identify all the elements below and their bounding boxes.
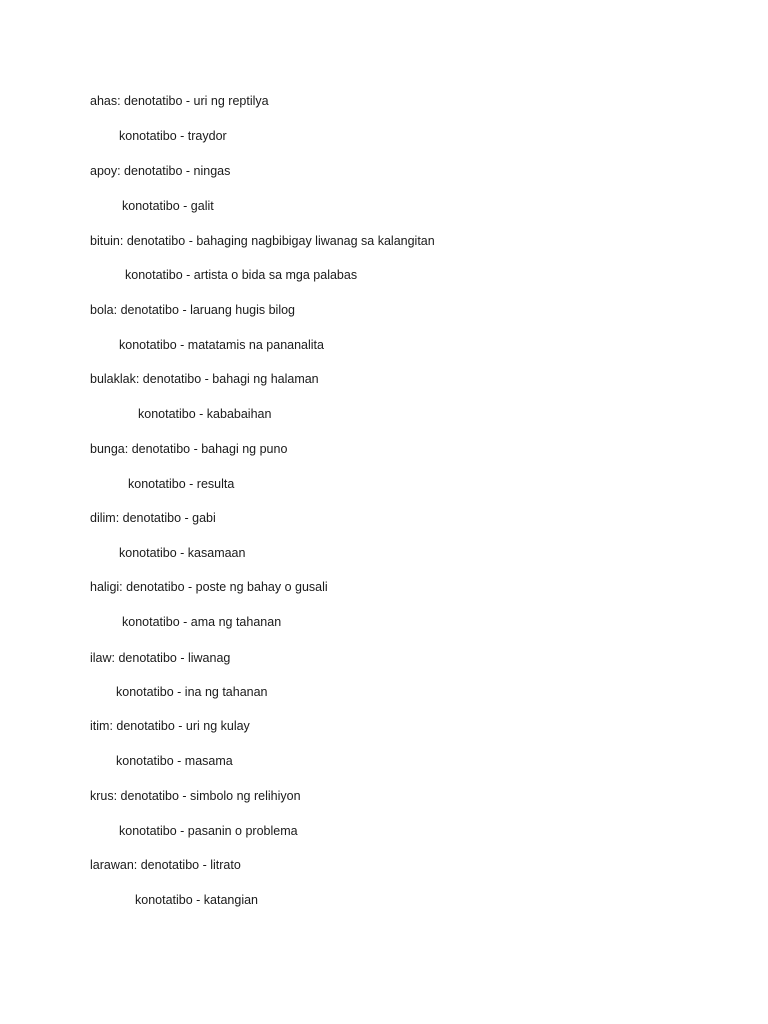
entry-ilaw-konotatibo: konotatibo - ina ng tahanan [116, 685, 268, 699]
entry-bituin-denotatibo: bituin: denotatibo - bahaging nagbibigay liwanag sa kalangitan [90, 234, 435, 248]
entry-bulaklak-konotatibo: konotatibo - kababaihan [138, 407, 272, 421]
entry-bulaklak-denotatibo: bulaklak: denotatibo - bahagi ng halaman [90, 372, 319, 386]
entry-bituin-konotatibo: konotatibo - artista o bida sa mga palabas [125, 268, 358, 282]
entry-ahas-konotatibo: konotatibo - traydor [119, 129, 227, 143]
entry-krus-denotatibo: krus: denotatibo - simbolo ng relihiyon [90, 789, 301, 803]
entry-bunga-konotatibo: konotatibo - resulta [128, 477, 235, 491]
entry-ilaw-denotatibo: ilaw: denotatibo - liwanag [90, 651, 231, 665]
entry-krus-konotatibo: konotatibo - pasanin o problema [119, 824, 298, 838]
entry-ahas-denotatibo: ahas: denotatibo - uri ng reptilya [90, 94, 269, 108]
entry-apoy-konotatibo: konotatibo - galit [122, 199, 214, 213]
entry-haligi-konotatibo: konotatibo - ama ng tahanan [122, 615, 282, 629]
entry-bola-konotatibo: konotatibo - matatamis na pananalita [119, 338, 324, 352]
entry-apoy-denotatibo: apoy: denotatibo - ningas [90, 164, 231, 178]
entry-larawan-denotatibo: larawan: denotatibo - litrato [90, 858, 241, 872]
entry-dilim-konotatibo: konotatibo - kasamaan [119, 546, 246, 560]
entry-haligi-denotatibo: haligi: denotatibo - poste ng bahay o gusali [90, 580, 328, 594]
entry-bunga-denotatibo: bunga: denotatibo - bahagi ng puno [90, 442, 288, 456]
entry-larawan-konotatibo: konotatibo - katangian [135, 893, 259, 907]
entry-bola-denotatibo: bola: denotatibo - laruang hugis bilog [90, 303, 296, 317]
entry-itim-konotatibo: konotatibo - masama [116, 754, 233, 768]
entry-dilim-denotatibo: dilim: denotatibo - gabi [90, 511, 216, 525]
entry-itim-denotatibo: itim: denotatibo - uri ng kulay [90, 719, 250, 733]
